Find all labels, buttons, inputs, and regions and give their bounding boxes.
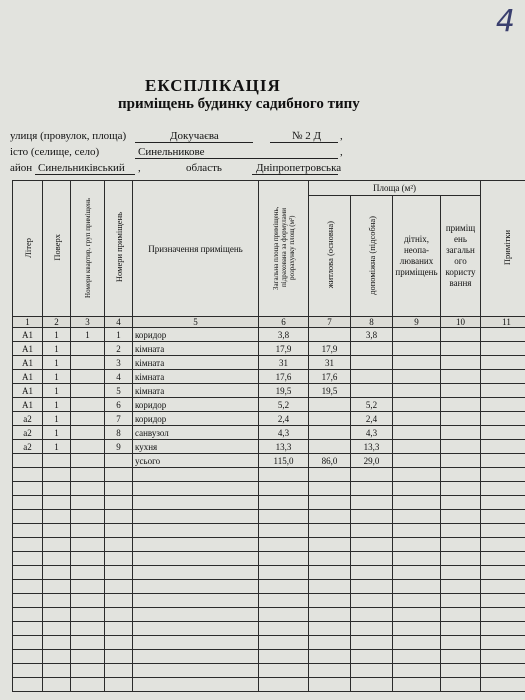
table-row: А1 1 3 кімната 31 31: [13, 356, 525, 370]
house-value: № 2 Д: [292, 130, 321, 142]
header-total-area: Загальна площа приміщень, підрахована за формулами розрахунку площ (м²): [259, 181, 309, 317]
oblast-label: область: [186, 162, 222, 174]
empty-row: [13, 552, 525, 566]
empty-row: [13, 496, 525, 510]
city-label: істо (селище, село): [10, 146, 100, 158]
header-notes: Примітки: [481, 181, 525, 317]
empty-row: [13, 482, 525, 496]
header-auxiliary: допоміжна (підсобна): [351, 196, 393, 317]
district-label: айон: [10, 162, 33, 174]
empty-row: [13, 636, 525, 650]
total-row: усього 115,0 86,0 29,0: [13, 454, 525, 468]
header-living: житлова (основна): [309, 196, 351, 317]
oblast-line: [252, 174, 338, 175]
empty-row: [13, 468, 525, 482]
district-value: Синельниківський: [38, 162, 125, 174]
house-comma: ,: [340, 130, 343, 142]
document-subtitle: приміщень будинку садибного типу: [118, 96, 360, 112]
table-row: А1 1 5 кімната 19,5 19,5: [13, 384, 525, 398]
column-number-row: 1 2 3 4 5 6 7 8 9 10 11: [13, 317, 525, 328]
header-common-use: примiщ ень загальн ого користу вання: [441, 196, 481, 317]
empty-row: [13, 510, 525, 524]
house-line: [270, 142, 338, 143]
table-row: а2 1 8 санвузол 4,3 4,3: [13, 426, 525, 440]
oblast-value: Дніпропетровська: [256, 162, 342, 174]
city-comma: ,: [340, 146, 343, 158]
empty-row: [13, 524, 525, 538]
header-room-no: Номери приміщень: [105, 181, 133, 317]
header-purpose: Призначення приміщень: [133, 181, 259, 317]
street-line: [135, 142, 253, 143]
header-area-group: Площа (м²): [309, 181, 481, 196]
header-children-rooms: дітніх, неопа- люваних приміщень: [393, 196, 441, 317]
table-row: А1 1 6 коридор 5,2 5,2: [13, 398, 525, 412]
document-title: ЕКСПЛІКАЦІЯ: [145, 76, 281, 95]
table-row: а2 1 9 кухня 13,3 13,3: [13, 440, 525, 454]
table-row: А1 1 4 кімната 17,6 17,6: [13, 370, 525, 384]
explication-table: [12, 180, 525, 692]
header-liter: Літер: [13, 181, 43, 317]
header-apt-group: Номери квартир, груп приміщень: [71, 181, 105, 317]
district-comma: ,: [138, 162, 141, 174]
city-line: [135, 158, 338, 159]
street-label: улиця (провулок, площа): [10, 130, 127, 142]
table-row: А1 1 1 1 коридор 3,8 3,8: [13, 328, 525, 342]
empty-row: [13, 580, 525, 594]
empty-row: [13, 664, 525, 678]
empty-row: [13, 538, 525, 552]
table-row: а2 1 7 коридор 2,4 2,4: [13, 412, 525, 426]
district-line: [35, 174, 135, 175]
header-floor: Поверх: [43, 181, 71, 317]
empty-row: [13, 594, 525, 608]
page-number: 4: [495, 4, 515, 39]
city-value: Синельникове: [138, 146, 205, 158]
street-value: Докучаєва: [170, 130, 219, 142]
empty-row: [13, 566, 525, 580]
empty-row: [13, 650, 525, 664]
empty-row: [13, 678, 525, 692]
table-row: А1 1 2 кімната 17,9 17,9: [13, 342, 525, 356]
empty-row: [13, 608, 525, 622]
empty-row: [13, 622, 525, 636]
